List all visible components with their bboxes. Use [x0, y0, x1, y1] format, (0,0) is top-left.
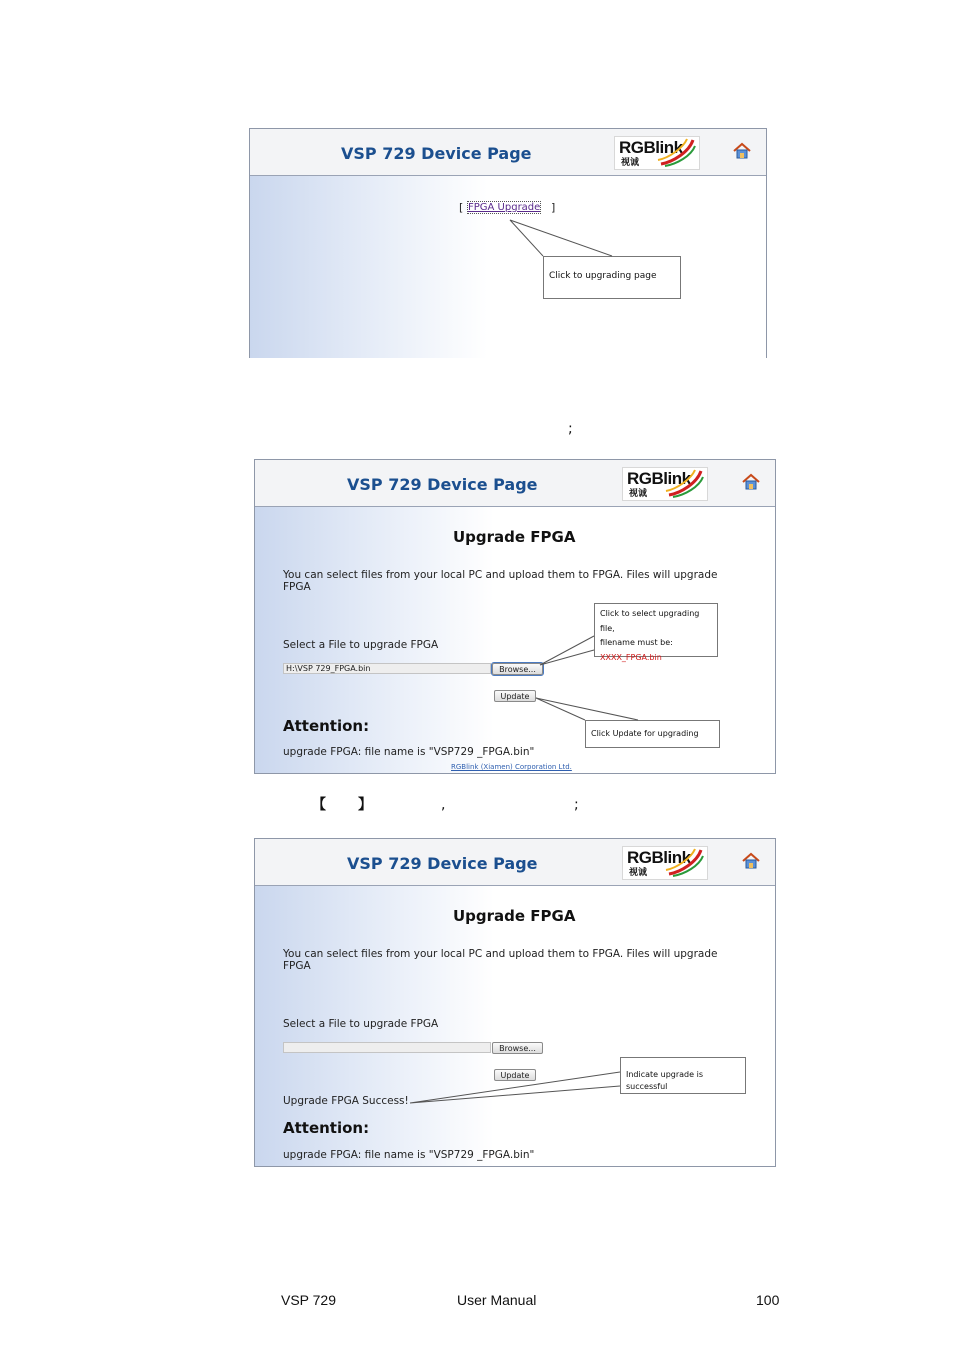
page-title: VSP 729 Device Page — [347, 475, 538, 494]
rgblink-logo-icon: RGBlink 视诚 — [622, 846, 708, 880]
select-file-label: Select a File to upgrade FPGA — [283, 639, 439, 651]
page-title: VSP 729 Device Page — [341, 144, 532, 163]
corporation-link[interactable]: RGBlink (Xiamen) Corporation Ltd. — [451, 763, 572, 771]
callout-update: Click Update for upgrading — [585, 720, 720, 748]
description-line-2: FPGA — [283, 960, 311, 972]
instruction-bracket-close: 】 — [358, 797, 372, 813]
attention-note: upgrade FPGA: file name is "VSP729 _FPGA.bin" — [283, 746, 535, 758]
attention-note: upgrade FPGA: file name is "VSP729 _FPGA.bin" — [283, 1149, 535, 1161]
link-bracket-open: [ — [459, 201, 464, 214]
description-line-1: You can select files from your local PC and upload them to FPGA. Files will upgrade — [283, 948, 718, 960]
callout-browse: Click to select upgrading file, filename must be: XXXX_FPGA.bin — [594, 603, 718, 657]
rgblink-logo-icon: RGBlink 视诚 — [622, 467, 708, 501]
callout-success: Indicate upgrade is successful — [620, 1057, 746, 1094]
link-bracket-close: ] — [551, 201, 556, 214]
instruction-semicolon: ; — [568, 421, 573, 437]
instruction-semicolon-2: ; — [574, 797, 579, 813]
update-button[interactable]: Update — [494, 690, 536, 702]
fpga-upgrade-link[interactable]: FPGA Upgrade — [468, 202, 541, 213]
instruction-bracket-open: 【 — [312, 797, 326, 813]
upgrade-heading: Upgrade FPGA — [453, 907, 576, 925]
footer-manual: User Manual — [457, 1292, 537, 1308]
description-line-1: You can select files from your local PC and upload them to FPGA. Files will upgrade — [283, 569, 718, 581]
footer-page-number: 100 — [756, 1292, 780, 1308]
success-message: Upgrade FPGA Success! — [283, 1095, 409, 1107]
browse-button[interactable]: Browse... — [492, 1042, 543, 1054]
page-title: VSP 729 Device Page — [347, 854, 538, 873]
attention-heading: Attention: — [283, 717, 370, 735]
update-button[interactable]: Update — [494, 1069, 536, 1081]
instruction-comma: , — [441, 797, 446, 813]
description-line-2: FPGA — [283, 581, 311, 593]
footer-product: VSP 729 — [281, 1292, 337, 1308]
callout-upgrading-page: Click to upgrading page — [543, 256, 681, 299]
browse-button[interactable]: Browse... — [492, 663, 543, 675]
rgblink-logo-icon: RGBlink 视诚 — [614, 136, 700, 170]
select-file-label: Select a File to upgrade FPGA — [283, 1018, 439, 1030]
upgrade-heading: Upgrade FPGA — [453, 528, 576, 546]
file-path-input[interactable]: H:\VSP 729_FPGA.bin — [283, 663, 491, 674]
attention-heading: Attention: — [283, 1119, 370, 1137]
